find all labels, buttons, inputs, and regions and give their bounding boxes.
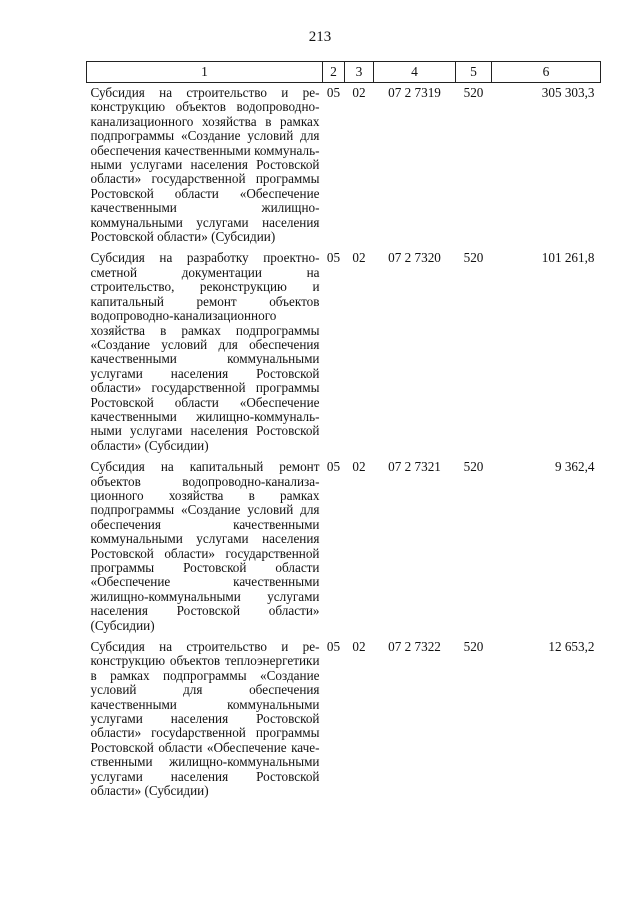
row-section: 05 <box>326 459 341 475</box>
table-row <box>87 83 601 249</box>
row-amount: 9 362,4 <box>554 459 595 475</box>
table-row <box>87 457 601 637</box>
column-header-amount: 6 <box>492 62 601 83</box>
budget-table <box>86 61 601 803</box>
row-target-article: 07 2 7319 <box>388 85 441 100</box>
row-expense-type: 520 <box>463 459 484 475</box>
column-header-name: 1 <box>87 62 323 83</box>
column-header-target-article: 4 <box>374 62 456 83</box>
column-header-subsection: 3 <box>345 62 374 83</box>
row-subsection: 02 <box>352 639 366 655</box>
row-subsection: 02 <box>352 85 366 100</box>
row-name: Субсидия на разработку проектно-сметной документации на строительство, реконструкцию и капитальный ремонт объектов водопроводно-канализационного хозяйства в рамках подпрограммы «Создание условий для обеспечения качественными коммунальными услугами населения Ростовской области» государственной программы Ростовской области «Обеспечение качественными жилищно-коммунальными услугами населения Ростовской области» (Субсидии) <box>90 250 320 453</box>
row-subsection: 02 <box>352 459 366 475</box>
row-amount: 12 653,2 <box>548 639 595 655</box>
row-section: 05 <box>326 85 341 100</box>
row-amount: 101 261,8 <box>541 250 595 266</box>
row-subsection: 02 <box>352 250 366 266</box>
row-section: 05 <box>326 639 341 655</box>
row-name: Субсидия на капитальный ремонт объектов водопроводно-канализационного хозяйства в рамках подпрограммы «Создание условий для обеспечения качественными коммунальными услугами населения Ростовской области» государственной программы Ростовской области «Обеспечение качественными жилищно-коммунальными услугами населения Ростовской области» (Субсидии) <box>90 459 320 633</box>
row-target-article: 07 2 7322 <box>388 639 441 655</box>
row-section: 05 <box>326 250 341 266</box>
column-header-expense-type: 5 <box>456 62 492 83</box>
table-header-row <box>87 62 601 83</box>
row-name: Субсидия на строительство и реконструкцию объектов водопроводно-канализационного хозяйства в рамках подпрограммы «Создание условий для обеспечения качественными коммунальными услугами населения Ростовской области» государственной программы Ростовской области «Обеспечение качественными жилищно-коммунальными услугами населения Ростовской области» (Субсидии) <box>90 85 320 245</box>
table-row <box>87 637 601 802</box>
row-expense-type: 520 <box>463 250 484 266</box>
page-number: 213 <box>308 29 332 45</box>
row-target-article: 07 2 7321 <box>388 459 441 475</box>
row-expense-type: 520 <box>463 639 484 655</box>
row-amount: 305 303,3 <box>541 85 595 100</box>
column-header-section: 2 <box>323 62 345 83</box>
row-name: Субсидия на строительство и реконструкцию объектов теплоэнергетики в рамках подпрограммы «Создание условий для обеспечения качественными коммунальными услугами населения Ростовской области» госуdарственной программы Ростовской области «Обеспечение качественными жилищно-коммунальными услугами населения Ростовской области» (Субсидии) <box>90 639 320 799</box>
row-target-article: 07 2 7320 <box>388 250 441 266</box>
row-expense-type: 520 <box>463 85 484 100</box>
table-row <box>87 248 601 457</box>
